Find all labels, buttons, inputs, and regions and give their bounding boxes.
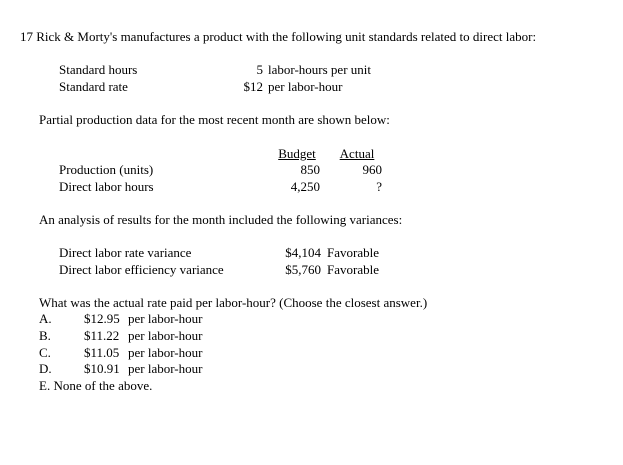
option-c-letter: C. <box>39 345 51 360</box>
question-text: Rick & Morty's manufactures a product with the following unit standards related to direct labor: <box>36 29 537 44</box>
option-e-text: None of the above. <box>53 378 153 393</box>
production-intro: Partial production data for the most recent month are shown below: <box>39 112 390 127</box>
option-e <box>39 378 152 394</box>
standard-hours-unit: labor-hours per unit <box>268 62 371 77</box>
option-b-letter: B. <box>39 328 51 343</box>
labor-hours-budget: 4,250 <box>290 179 320 194</box>
option-b-unit: per labor-hour <box>128 328 203 343</box>
efficiency-variance-label: Direct labor efficiency variance <box>59 262 224 277</box>
option-a-amount: $12.95 <box>84 311 120 326</box>
production-units-budget: 850 <box>300 162 320 177</box>
option-b-amount: $11.22 <box>84 328 120 343</box>
option-d-letter: D. <box>39 361 52 376</box>
variance-intro: An analysis of results for the month included the following variances: <box>39 212 403 227</box>
labor-hours-actual: ? <box>376 179 382 194</box>
rate-variance-type: Favorable <box>327 245 379 260</box>
rate-variance-amount: $4,104 <box>285 245 321 260</box>
standard-hours-value: 5 <box>256 62 263 77</box>
option-c-unit: per labor-hour <box>128 345 203 360</box>
question-header <box>20 29 536 45</box>
option-d-amount: $10.91 <box>84 361 120 376</box>
efficiency-variance-amount: $5,760 <box>285 262 321 277</box>
standard-rate-value: $12 <box>243 79 263 94</box>
option-a-letter: A. <box>39 311 52 326</box>
budget-header: Budget <box>278 146 316 161</box>
question-prompt: What was the actual rate paid per labor-hour? (Choose the closest answer.) <box>39 295 428 310</box>
production-units-actual: 960 <box>362 162 382 177</box>
actual-header: Actual <box>339 146 375 161</box>
standard-rate-label: Standard rate <box>59 79 128 94</box>
option-e-letter: E. <box>39 378 51 393</box>
production-units-label: Production (units) <box>59 162 154 177</box>
rate-variance-label: Direct labor rate variance <box>59 245 192 260</box>
efficiency-variance-type: Favorable <box>327 262 379 277</box>
question-number: 17 <box>20 29 33 44</box>
option-a-unit: per labor-hour <box>128 311 203 326</box>
standard-hours-label: Standard hours <box>59 62 138 77</box>
standard-rate-unit: per labor-hour <box>268 79 343 94</box>
labor-hours-label: Direct labor hours <box>59 179 154 194</box>
option-c-amount: $11.05 <box>84 345 120 360</box>
option-d-unit: per labor-hour <box>128 361 203 376</box>
